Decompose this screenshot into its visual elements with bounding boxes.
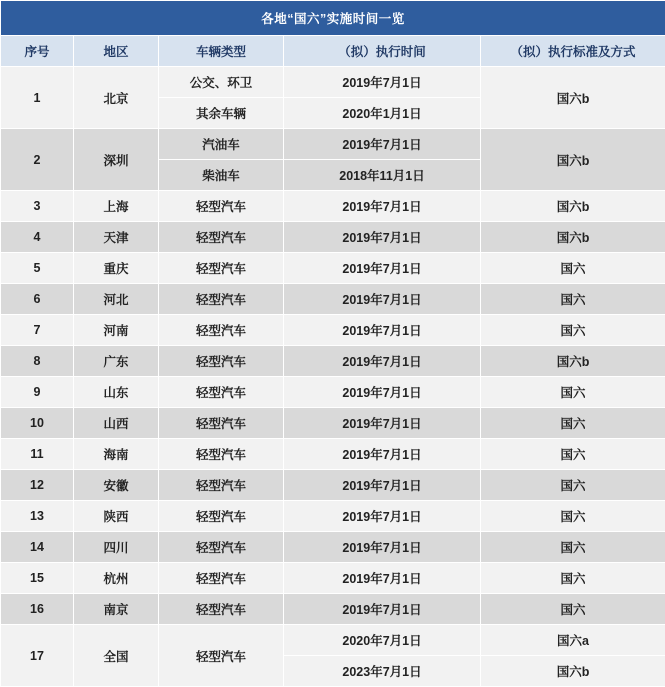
cell-date: 2019年7月1日: [284, 253, 481, 284]
cell-index: 1: [1, 67, 74, 129]
cell-date: 2018年11月1日: [284, 160, 481, 191]
column-header-date: （拟）执行时间: [284, 36, 481, 67]
cell-region: 全国: [74, 625, 159, 687]
table-row: [1, 563, 665, 594]
table-row: [1, 532, 665, 563]
table-row: [1, 67, 665, 98]
cell-index: 3: [1, 191, 74, 222]
cell-date: 2019年7月1日: [284, 470, 481, 501]
cell-standard: 国六b: [481, 129, 665, 191]
cell-index: 12: [1, 470, 74, 501]
cell-standard: 国六b: [481, 191, 665, 222]
cell-vehicle-type: 公交、环卫: [159, 67, 284, 98]
cell-vehicle-type: 轻型汽车: [159, 315, 284, 346]
cell-index: 14: [1, 532, 74, 563]
table-row: [1, 222, 665, 253]
column-header-region: 地区: [74, 36, 159, 67]
cell-region: 河北: [74, 284, 159, 315]
table-row: [1, 191, 665, 222]
cell-vehicle-type: 轻型汽车: [159, 191, 284, 222]
cell-index: 16: [1, 594, 74, 625]
cell-vehicle-type: 轻型汽车: [159, 253, 284, 284]
cell-standard: 国六: [481, 408, 665, 439]
cell-standard: 国六: [481, 501, 665, 532]
cell-region: 山东: [74, 377, 159, 408]
cell-date: 2019年7月1日: [284, 532, 481, 563]
cell-index: 5: [1, 253, 74, 284]
cell-vehicle-type: 轻型汽车: [159, 408, 284, 439]
cell-vehicle-type: 汽油车: [159, 129, 284, 160]
table-row: [1, 284, 665, 315]
cell-vehicle-type: 轻型汽车: [159, 625, 284, 687]
column-header-vehicle-type: 车辆类型: [159, 36, 284, 67]
cell-date: 2019年7月1日: [284, 563, 481, 594]
cell-region: 天津: [74, 222, 159, 253]
cell-vehicle-type: 轻型汽车: [159, 470, 284, 501]
table-header-row: [1, 36, 665, 67]
cell-region: 杭州: [74, 563, 159, 594]
cell-vehicle-type: 轻型汽车: [159, 501, 284, 532]
cell-region: 深圳: [74, 129, 159, 191]
cell-date: 2019年7月1日: [284, 594, 481, 625]
cell-vehicle-type: 轻型汽车: [159, 284, 284, 315]
table-row: [1, 594, 665, 625]
cell-region: 四川: [74, 532, 159, 563]
cell-index: 6: [1, 284, 74, 315]
cell-date: 2019年7月1日: [284, 222, 481, 253]
cell-standard: 国六b: [481, 67, 665, 129]
table-row: [1, 470, 665, 501]
cell-date: 2019年7月1日: [284, 191, 481, 222]
cell-vehicle-type: 轻型汽车: [159, 532, 284, 563]
cell-region: 山西: [74, 408, 159, 439]
cell-index: 11: [1, 439, 74, 470]
cell-date: 2019年7月1日: [284, 129, 481, 160]
table-row: [1, 346, 665, 377]
cell-standard: 国六: [481, 253, 665, 284]
cell-date: 2023年7月1日: [284, 656, 481, 687]
cell-date: 2019年7月1日: [284, 408, 481, 439]
cell-standard: 国六a: [481, 625, 665, 656]
table-row: [1, 129, 665, 160]
cell-region: 广东: [74, 346, 159, 377]
cell-vehicle-type: 轻型汽车: [159, 594, 284, 625]
cell-index: 10: [1, 408, 74, 439]
cell-date: 2019年7月1日: [284, 284, 481, 315]
column-header-index: 序号: [1, 36, 74, 67]
table-row: [1, 501, 665, 532]
cell-standard: 国六b: [481, 656, 665, 687]
cell-index: 2: [1, 129, 74, 191]
cell-standard: 国六b: [481, 346, 665, 377]
table-row: [1, 408, 665, 439]
cell-standard: 国六: [481, 439, 665, 470]
cell-date: 2020年1月1日: [284, 98, 481, 129]
table-row: [1, 377, 665, 408]
column-header-standard: （拟）执行标准及方式: [481, 36, 665, 67]
cell-date: 2019年7月1日: [284, 315, 481, 346]
cell-standard: 国六: [481, 377, 665, 408]
cell-date: 2019年7月1日: [284, 439, 481, 470]
cell-date: 2019年7月1日: [284, 501, 481, 532]
cell-region: 海南: [74, 439, 159, 470]
cell-vehicle-type: 轻型汽车: [159, 377, 284, 408]
table-title: 各地“国六”实施时间一览: [1, 1, 665, 36]
cell-standard: 国六: [481, 284, 665, 315]
cell-date: 2019年7月1日: [284, 346, 481, 377]
cell-region: 重庆: [74, 253, 159, 284]
cell-vehicle-type: 轻型汽车: [159, 222, 284, 253]
cell-index: 7: [1, 315, 74, 346]
cell-standard: 国六: [481, 563, 665, 594]
cell-index: 4: [1, 222, 74, 253]
cell-vehicle-type: 其余车辆: [159, 98, 284, 129]
cell-index: 15: [1, 563, 74, 594]
cell-region: 北京: [74, 67, 159, 129]
cell-date: 2019年7月1日: [284, 67, 481, 98]
cell-region: 陕西: [74, 501, 159, 532]
cell-region: 南京: [74, 594, 159, 625]
table-body: [1, 67, 665, 687]
cell-region: 河南: [74, 315, 159, 346]
table-row: [1, 315, 665, 346]
table-row: [1, 253, 665, 284]
cell-standard: 国六: [481, 532, 665, 563]
cell-index: 8: [1, 346, 74, 377]
table-title-row: [1, 1, 665, 36]
table-row: [1, 439, 665, 470]
cell-index: 13: [1, 501, 74, 532]
cell-vehicle-type: 轻型汽车: [159, 346, 284, 377]
cell-standard: 国六: [481, 594, 665, 625]
cell-vehicle-type: 轻型汽车: [159, 439, 284, 470]
cell-region: 上海: [74, 191, 159, 222]
cell-date: 2020年7月1日: [284, 625, 481, 656]
cell-standard: 国六b: [481, 222, 665, 253]
cell-index: 9: [1, 377, 74, 408]
cell-vehicle-type: 柴油车: [159, 160, 284, 191]
cell-date: 2019年7月1日: [284, 377, 481, 408]
cell-standard: 国六: [481, 470, 665, 501]
table-row: [1, 625, 665, 656]
cell-region: 安徽: [74, 470, 159, 501]
cell-standard: 国六: [481, 315, 665, 346]
cell-vehicle-type: 轻型汽车: [159, 563, 284, 594]
cell-index: 17: [1, 625, 74, 687]
